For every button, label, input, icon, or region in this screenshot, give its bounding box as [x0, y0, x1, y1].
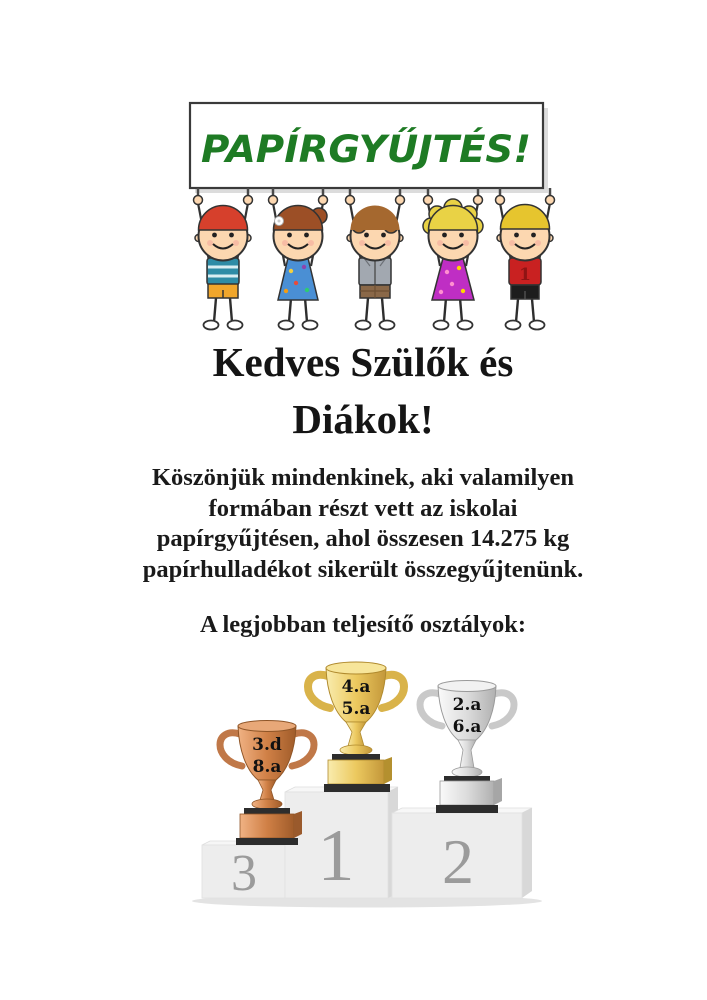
- red-hair: [199, 206, 248, 230]
- paragraph-line: papírgyűjtésen, ahol összesen 14.275 kg: [156, 525, 570, 552]
- shirt-number-text: 1: [519, 265, 531, 285]
- sign-board: [190, 103, 548, 193]
- podium-box-third: [202, 841, 293, 902]
- title-line-1: Kedves Szülők és: [212, 339, 514, 385]
- podium-number-3: 3: [231, 845, 257, 902]
- paragraph-line: formában részt vett az iskolai: [208, 494, 518, 522]
- silver-trophy-class-1: 2.a: [452, 695, 482, 715]
- podium-number-2: 2: [442, 826, 474, 897]
- child-girl-blue-dress: [269, 196, 328, 330]
- page-title: [18, 334, 707, 448]
- silver-trophy-class-2: 6.a: [452, 717, 482, 737]
- best-classes-subheading: A legjobban teljesítő osztályok:: [200, 611, 526, 638]
- child-boy-red-hair: [194, 196, 253, 330]
- child-boy-red-shirt: [496, 196, 555, 330]
- bronze-trophy: [220, 721, 314, 846]
- podium-number-1: 1: [317, 815, 355, 897]
- sign-title-text: PAPÍRGYŰJTÉS!: [201, 128, 517, 171]
- podium-illustration: [182, 658, 542, 910]
- gold-trophy-class-2: 5.a: [341, 699, 371, 719]
- child-girl-purple-dress: [423, 196, 483, 330]
- paragraph-line: Köszönjük mindenkinek, aki valamilyen: [151, 464, 575, 491]
- bronze-trophy-class-2: 8.a: [252, 757, 282, 777]
- gold-trophy: [308, 662, 404, 792]
- bronze-trophy-class-1: 3.d: [252, 735, 282, 755]
- podium-box-second: [392, 808, 532, 898]
- paragraph-line: papírhulladékot sikerült összegyűjtenünk.: [142, 555, 584, 583]
- title-line-2: Diákok!: [292, 396, 434, 442]
- child-boy-gray-vest: [346, 196, 405, 330]
- thank-you-paragraph: [18, 463, 707, 585]
- gold-trophy-class-1: 4.a: [341, 677, 371, 697]
- curly-brown-hair: [351, 206, 400, 234]
- paper-collection-banner-illustration: [166, 96, 564, 338]
- blonde-hair: [501, 205, 550, 230]
- silver-trophy: [420, 681, 514, 814]
- podium-box-first: [285, 787, 398, 898]
